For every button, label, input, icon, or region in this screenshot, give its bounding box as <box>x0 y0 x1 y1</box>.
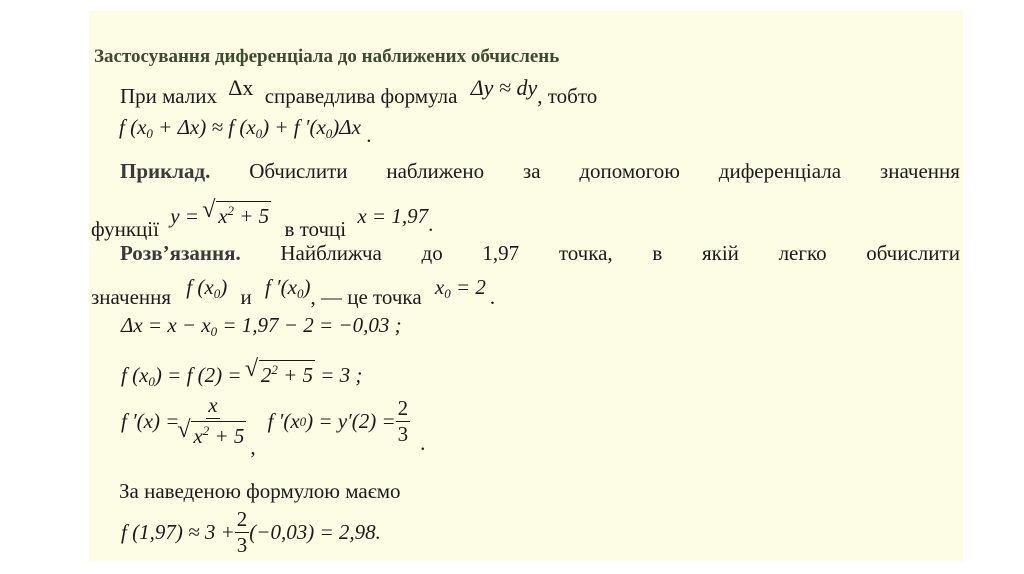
numerator: 2 <box>236 507 248 531</box>
formula-dx: Δx <box>228 75 254 100</box>
formula-part: Δx = x − x <box>121 313 211 337</box>
formula-part: y = <box>170 204 205 228</box>
text-final: За наведеною формулою маємо <box>119 479 401 503</box>
comma: , <box>250 434 256 459</box>
formula-part: ) = y′(2) = <box>306 408 396 433</box>
subscript: 0 <box>296 286 304 301</box>
formula-part: f (x <box>119 115 147 139</box>
superscript: 2 <box>202 423 210 438</box>
word: якій <box>701 241 739 265</box>
formula-part: ) = f (2) = <box>154 363 247 387</box>
text: значення <box>91 285 172 309</box>
formula-part: ) + f ′(x <box>262 115 326 139</box>
denominator <box>179 419 246 447</box>
subscript: 0 <box>299 413 307 429</box>
word: обчислити <box>866 241 960 265</box>
sqrt-sign <box>247 360 315 386</box>
word: Найближча <box>280 241 382 265</box>
period: . <box>489 285 496 309</box>
superscript: 2 <box>227 203 235 218</box>
formula-part: = 3 ; <box>314 363 363 387</box>
word: диференціала <box>718 159 842 183</box>
formula-part: + 5 <box>234 204 270 228</box>
formula-part: x <box>193 424 203 448</box>
period: . <box>366 123 372 147</box>
solution-label: Розв’язання. <box>120 241 241 265</box>
period: . <box>420 430 426 455</box>
formula-part: 2 <box>260 363 272 387</box>
fraction <box>235 509 250 556</box>
numerator: x <box>208 393 218 417</box>
subscript: 0 <box>255 126 263 141</box>
step-derivative <box>121 393 426 459</box>
word: за <box>522 159 541 183</box>
formula-part: f ′(x) = <box>121 408 180 433</box>
formula-x0 <box>435 275 486 299</box>
function-line <box>91 201 434 241</box>
page-title: Застосування диференціала до наближених обчислень <box>94 46 560 67</box>
formula-part: f (x <box>121 363 149 387</box>
formula-part: = 2 <box>450 275 486 299</box>
word: легко <box>778 241 827 265</box>
formula-part: (−0,03) = 2,98. <box>249 520 381 544</box>
subscript: 0 <box>444 286 451 301</box>
fraction <box>179 395 246 447</box>
formula-fx0 <box>186 275 227 299</box>
formula-fprime-x0 <box>265 275 311 299</box>
denominator: 3 <box>236 533 248 557</box>
text: , тобто <box>537 84 598 108</box>
word: допомогою <box>579 159 680 183</box>
formula-part: ) <box>303 275 311 299</box>
denominator: 3 <box>397 421 409 446</box>
formula-function <box>170 204 271 228</box>
example-label: Приклад. <box>120 159 211 183</box>
formula-part: x <box>434 275 445 299</box>
formula-part: = 1,97 − 2 = −0,03 ; <box>217 313 402 337</box>
word: в <box>652 241 663 265</box>
sqrt-sign <box>204 201 271 227</box>
word: точка, <box>558 241 613 265</box>
solution-line <box>120 243 960 264</box>
text: При малих <box>120 84 218 108</box>
line-condition <box>120 75 598 108</box>
word: значення <box>879 159 960 183</box>
formula-part: ) <box>220 275 228 299</box>
text: функції <box>91 217 159 241</box>
formula-part: + Δx) ≈ f (x <box>152 115 256 139</box>
example-line <box>120 161 960 182</box>
superscript: 2 <box>271 362 278 377</box>
formula-part: f (1,97) ≈ 3 + <box>121 520 235 544</box>
formula-point: x = 1,97 <box>357 204 429 228</box>
step-delta-x <box>121 315 402 338</box>
slide <box>89 11 963 561</box>
fraction <box>396 395 411 446</box>
formula-dy-approx: Δy ≈ dy <box>470 75 538 100</box>
final-formula <box>121 509 381 556</box>
text: в точці <box>284 217 347 241</box>
formula-part: + 5 <box>277 363 313 387</box>
formula-part: + 5 <box>209 424 245 448</box>
sqrt-sign <box>179 421 246 447</box>
text: справедлива формула <box>264 84 458 108</box>
period: . <box>428 212 434 236</box>
formula-part: f ′(x <box>267 408 300 433</box>
numerator: 2 <box>397 395 409 420</box>
word: наближено <box>386 159 485 183</box>
subscript: 0 <box>148 374 155 389</box>
text: и <box>240 285 252 309</box>
subscript: 0 <box>325 126 333 141</box>
formula-part: )Δx <box>332 115 361 139</box>
formula-approx <box>119 115 372 147</box>
values-line <box>91 275 496 309</box>
word: 1,97 <box>482 241 520 265</box>
formula-part: f ′(x <box>264 275 297 299</box>
formula-part: x <box>218 204 228 228</box>
subscript: 0 <box>210 324 218 339</box>
text: , — це точка <box>310 285 422 309</box>
formula-part: f (x <box>186 275 214 299</box>
subscript: 0 <box>146 126 153 141</box>
step-f-x0 <box>121 360 362 388</box>
word: до <box>421 241 443 265</box>
subscript: 0 <box>213 286 221 301</box>
word: Обчислити <box>249 159 348 183</box>
